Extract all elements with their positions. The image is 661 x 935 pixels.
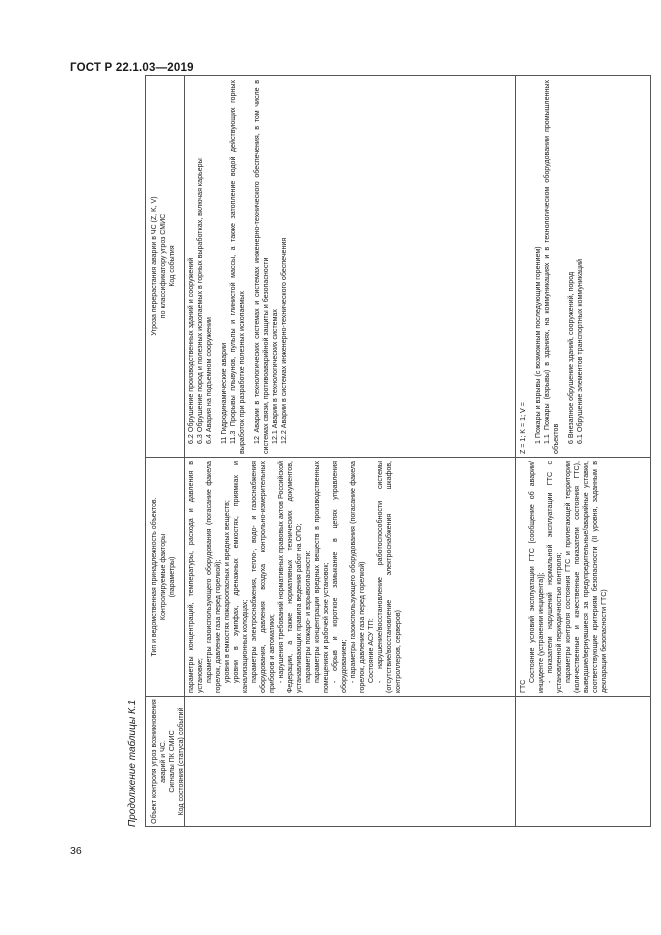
factor-item: - нарушения требований нормативных правовых актов Российской Федерации, а также нормативных технических документов, устанавливающих правила ведения работ на ОПО; <box>277 461 303 693</box>
row1-threats-cell <box>187 80 289 454</box>
table-k1 <box>145 75 651 827</box>
threat-item: 1 Пожары и взрывы (с возможным последующим горением) <box>534 246 542 444</box>
header-line: Сигналы ПК СМИС <box>169 730 176 793</box>
threat-item: 6.3 Обрушение пород и полезных ископаемых в горных выработках, включая карьеры <box>196 158 204 444</box>
threat-item: 6.2 Обрушение производственных зданий и сооружений <box>187 257 195 444</box>
factor-item: ГТС <box>519 679 527 693</box>
header-line: Код события <box>169 245 176 287</box>
threat-item: 6.1 Обрушение элементов транспортных коммуникаций <box>576 259 584 444</box>
row1-factors-cell <box>187 461 403 693</box>
threat-item: 11.3 Прорывы плывунов, пульпы и глинистой массы, а также затопление водой действующих горных выработок при разработке полезных ископаемых <box>229 80 246 454</box>
column-divider <box>146 696 650 697</box>
factor-item: параметры концентрации вредных веществ в производственных помещениях и рабочей зоне установок; <box>313 461 330 693</box>
threat-item: Z = 1; K = 1; V = <box>519 402 527 454</box>
threat-item: 6.4 Авария на подъемном сооружении <box>205 317 213 444</box>
factor-item: - параметры газоиспользующего оборудования (погасание факела горелок, давление газа перед горелкой) <box>349 461 366 693</box>
column-divider <box>146 457 650 458</box>
threat-item: 11 Гидродинамические аварии <box>220 342 228 444</box>
threat-item: 6 Внезапное обрушение зданий, сооружений, пород <box>567 271 575 444</box>
page-number: 36 <box>70 845 82 857</box>
threat-item: 12.1 Аварии в технологических системах <box>271 309 279 444</box>
header-col-type <box>150 462 177 692</box>
factor-item: уровни в зумпфах, дренажных емкостях, приямках и канализационных колодцах; <box>232 461 249 693</box>
factor-item: параметры газоиспользующего оборудования (погасание факела горелок, давление газа перед горелкой); <box>205 461 222 693</box>
header-line: Тип и ведомственная принадлежность объектов. <box>151 497 158 657</box>
header-line: Код состояния (статуса) событий <box>178 707 185 816</box>
row2-threats-cell <box>519 80 585 454</box>
header-line: (параметры) <box>169 556 176 598</box>
factor-item: - нарушение/восстановление работоспособности системы (отсутствие/восстановление электроснабжения шкафов, контроллеров, серверов) <box>376 461 402 693</box>
rotated-table-sheet <box>125 75 651 827</box>
factor-item: - показатели нарушений нормальной эксплуатации ГТС с установленной периодичностью контроля; <box>546 461 563 693</box>
header-col-threat <box>150 78 177 454</box>
threat-item: 1.1 Пожары (взрывы) в зданиях, на коммуникациях и в технологическом оборудовании промышленных объектов <box>543 80 560 454</box>
header-line: по классификатору угроз СМИС <box>160 213 167 319</box>
factor-item: - обрыв и короткое замыкание в цепях управления оборудованием; <box>331 461 348 693</box>
table-continuation-caption: Продолжение таблицы К.1 <box>127 699 138 827</box>
row2-factors-cell <box>519 461 609 693</box>
factor-item: Состояние АСУ ТП: <box>367 618 375 683</box>
threat-item: 12.2 Аварии в системах инженерно-технического обеспечения <box>280 237 288 444</box>
header-line: Угроза перерастания аварии в ЧС (Z, K, V) <box>151 196 158 336</box>
threat-item: 12 Аварии в технологических системах и системах инженерно-технического обеспечения, в том числе в системах связи, противоаварийной защиты и безопасности <box>253 80 270 454</box>
header-col-object <box>150 699 186 824</box>
factor-item: уровни в емкостях пожароопасных и вредных веществ; <box>223 500 231 683</box>
factor-item: Состояние условий эксплуатации ГТС [сообщение об аварии/инциденте (устранении инцидента)]; <box>528 461 545 693</box>
header-line: Контролируемые факторы <box>160 533 167 621</box>
factor-item: параметры электроснабжения, тепло-, водо- и газоснабжения оборудования, давления воздуха контрольно-измерительных приборов и автоматики; <box>250 461 276 693</box>
row-divider <box>515 76 516 826</box>
standard-designation: ГОСТ Р 22.1.03—2019 <box>70 62 194 74</box>
factor-item: параметры пожаро- и взрывоопасности: <box>304 550 312 683</box>
factor-item: параметры концентраций, температуры, расхода и давления в установке; <box>187 461 204 693</box>
header-line: Объект контроля угроз возникновения аварий и ЧС. <box>151 699 167 824</box>
factor-item: параметры контроля состояния ГТС и прилегающей территории (количественные и качественные показатели состояния ГТС), выведшие/вернувшиеся за предупредительные/аварийные уставки, соответствующие критериям безопасности (II уровня, заданным в декларации безопасности ГТС) <box>564 461 608 693</box>
